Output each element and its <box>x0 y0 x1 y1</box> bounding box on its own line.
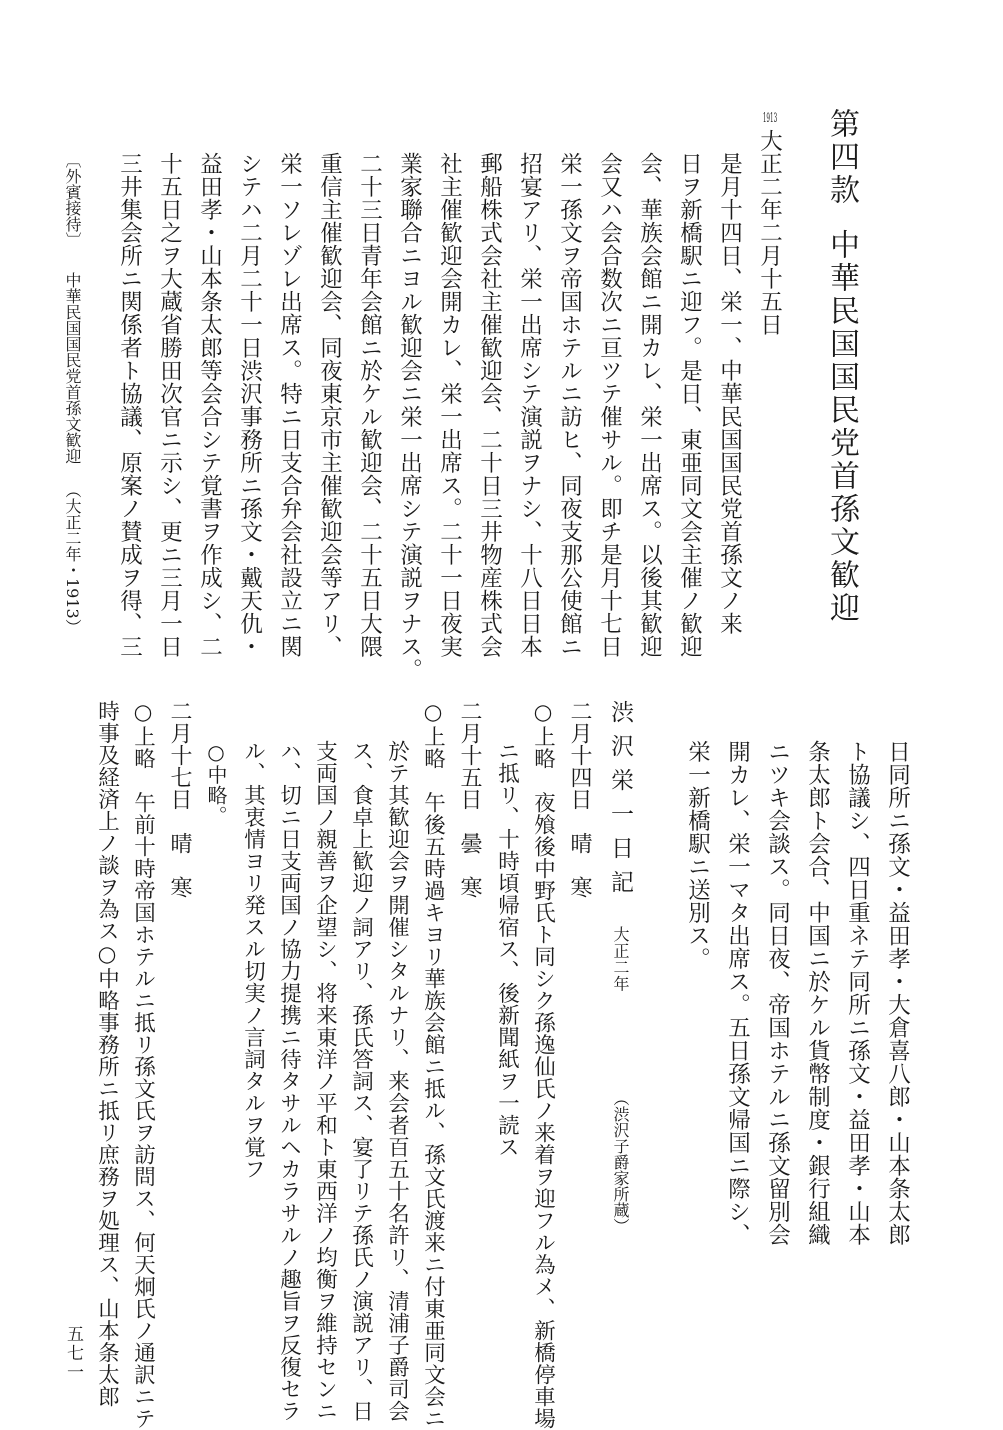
top-col-4: 会又ハ会合数次ニ亘ツテ催サル。即チ是月十七日 <box>596 152 623 658</box>
year-note: 1913 <box>762 112 778 125</box>
diary-year: 大正二年 <box>611 926 630 992</box>
bottom-col-4: ニツキ会談ス。同日夜、帝国ホテルニ孫文留別会 <box>764 740 791 1246</box>
top-col-8: 社主催歓迎会開カレ、栄一出席ス。二十一日夜実 <box>436 152 463 658</box>
diary-heading <box>608 700 631 992</box>
running-header-title: 中華民国国民党首孫文歓迎 <box>63 272 82 464</box>
diary-source: （渋沢子爵家所蔵） <box>611 1090 630 1234</box>
diary-col-10: ル、其衷情ヨリ発スル切実ノ言詞タルヲ覚フ <box>240 740 266 1180</box>
diary-col-9: ハ、切ニ日支両国ノ協力提携ニ待タサルヘカラサルノ趣旨ヲ反復セラ <box>276 740 302 1422</box>
page-number: 五七一 <box>63 1325 83 1382</box>
top-col-9: 業家聯合ニヨル歓迎会ニ栄一出席シテ演説ヲナス。 <box>396 152 423 681</box>
diary-col-7: ス、食卓上歓迎ノ詞アリ、孫氏答詞ス、宴了リテ孫氏ノ演説アリ、日 <box>348 740 374 1422</box>
diary-col-2: ○上略 夜飧後中野氏ト同シク孫逸仙氏ノ来着ヲ迎フル為メ、新橋停車場 <box>530 700 556 1430</box>
diary-col-13: ○上略 午前十時帝国ホテルニ抵リ孫文氏ヲ訪問ス、何天炯氏ノ通訳ニテ <box>130 700 156 1430</box>
top-col-6: 招宴アリ、栄一出席シテ演説ヲナシ、十八日日本 <box>516 152 543 658</box>
bottom-col-3: 条太郎ト会合、中国ニ於ケル貨幣制度・銀行組織 <box>804 740 831 1246</box>
running-header-section: 〔外賓接待〕 <box>63 152 82 248</box>
top-col-5: 栄一孫文ヲ帝国ホテルニ訪ヒ、同夜支那公使館ニ <box>556 152 583 658</box>
diary-title: 渋沢栄一日記 <box>607 700 633 904</box>
diary-col-1: 二月十四日 晴 寒 <box>567 700 592 898</box>
section-number: 第四款 <box>824 108 859 207</box>
diary-col-6: 於テ其歓迎会ヲ開催シタルナリ、来会者百五十名許リ、清浦子爵司会 <box>384 740 410 1422</box>
top-col-15: 十五日之ヲ大蔵省勝田次官ニ示シ、更ニ三月一日 <box>156 152 183 658</box>
top-col-12: 栄一ソレゾレ出席ス。特ニ日支合弁会社設立ニ関 <box>276 152 303 658</box>
diary-col-4: 二月十五日 曇 寒 <box>457 700 482 898</box>
bottom-col-1: 日同所ニ孫文・益田孝・大倉喜八郎・山本条太郎 <box>884 740 911 1246</box>
top-col-2: 日ヲ新橋駅ニ迎フ。是日、東亜同文会主催ノ歓迎 <box>676 152 703 658</box>
diary-col-8: 支両国ノ親善ヲ企望シ、将来東洋ノ平和ト東西洋ノ均衡ヲ維持センニ <box>312 740 338 1422</box>
top-col-11: 重信主催歓迎会、同夜東京市主催歓迎会等アリ、 <box>316 152 343 658</box>
running-header <box>64 152 80 635</box>
running-header-era: （大正二年・1913） <box>63 482 82 635</box>
top-col-14: 益田孝・山本条太郎等会合シテ覚書ヲ作成シ、二 <box>196 152 223 658</box>
top-col-7: 郵船株式会社主催歓迎会、二十日三井物産株式会 <box>476 152 503 658</box>
date-line: 大正二年二月十五日 <box>756 129 783 336</box>
bottom-col-6: 栄一新橋駅ニ送別ス。 <box>684 740 711 970</box>
diary-col-12: 二月十七日 晴 寒 <box>167 700 192 898</box>
top-col-3: 会、華族会館ニ開カレ、栄一出席ス。以後其歓迎 <box>636 152 663 658</box>
bottom-col-2: ト協議シ、四日重ネテ同所ニ孫文・益田孝・山本 <box>844 740 871 1246</box>
diary-col-5: ○上略 午後五時過キヨリ華族会館ニ抵ル、孫文氏渡来ニ付東亜同文会ニ <box>420 700 446 1430</box>
section-heading <box>824 108 859 625</box>
top-col-16: 三井集会所ニ関係者ト協議、原案ノ賛成ヲ得、三 <box>116 152 143 658</box>
section-title: 中華民国国民党首孫文歓迎 <box>824 229 859 625</box>
date-column <box>758 112 781 336</box>
top-col-13: シテハ二月二十一日渋沢事務所ニ孫文・戴天仇・ <box>236 152 263 658</box>
diary-col-11: ○中略。 <box>204 740 228 826</box>
diary-col-14: 時事及経済上ノ談ヲ為ス○中略事務所ニ抵リ庶務ヲ処理ス、山本条太郎 <box>94 700 120 1408</box>
diary-col-3: ニ抵リ、十時頃帰宿ス、後新聞紙ヲ一読ス <box>494 740 520 1158</box>
top-col-1: 是月十四日、栄一、中華民国国民党首孫文ノ来 <box>716 152 743 635</box>
bottom-col-5: 開カレ、栄一マタ出席ス。五日孫文帰国ニ際シ、 <box>724 740 751 1246</box>
top-col-10: 二十三日青年会館ニ於ケル歓迎会、二十五日大隈 <box>356 152 383 658</box>
